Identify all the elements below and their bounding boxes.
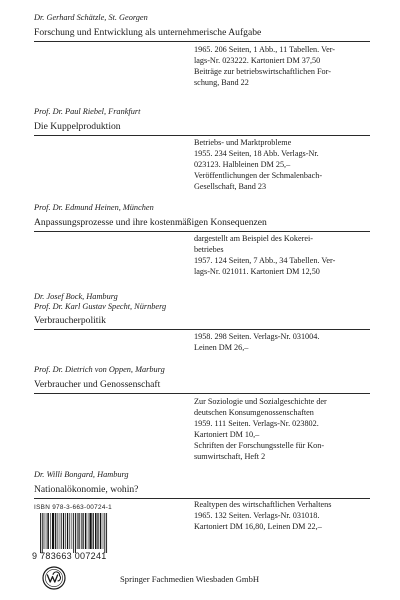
author-second: Prof. Dr. Karl Gustav Specht, Nürnberg bbox=[34, 302, 167, 311]
barcode-bar bbox=[69, 513, 70, 549]
description-line: Realtypen des wirtschaftlichen Verhaltens bbox=[194, 500, 332, 509]
description-line: dargestellt am Beispiel des Kokerei- bbox=[194, 234, 313, 243]
barcode-bar bbox=[58, 513, 59, 549]
book-title: Die Kuppelproduktion bbox=[34, 121, 121, 132]
description-line: sumwirtschaft, Heft 2 bbox=[194, 452, 266, 461]
author: Dr. Willi Bongard, Hamburg bbox=[34, 470, 129, 479]
barcode-bar bbox=[93, 513, 94, 549]
author: Prof. Dr. Dietrich von Oppen, Marburg bbox=[34, 365, 165, 374]
barcode-bar bbox=[81, 513, 82, 549]
barcode-bar bbox=[73, 513, 74, 553]
description-line: Beiträge zur betriebswirtschaftlichen For- bbox=[194, 67, 331, 76]
description-line: Schriften der Forschungsstelle für Kon- bbox=[194, 441, 325, 450]
author: Dr. Gerhard Schätzle, St. Georgen bbox=[34, 13, 148, 22]
barcode-bar bbox=[46, 513, 47, 549]
description-line: Kartoniert DM 16,80, Leinen DM 22,– bbox=[194, 522, 322, 531]
description-line: Betriebs- und Marktprobleme bbox=[194, 138, 292, 147]
divider bbox=[34, 135, 370, 136]
divider bbox=[34, 393, 370, 394]
description-line: Veröffentlichungen der Schmalenbach- bbox=[194, 171, 323, 180]
description-line: deutschen Konsumgenossenschaften bbox=[194, 408, 314, 417]
barcode-bar bbox=[85, 513, 87, 549]
barcode-bar bbox=[75, 513, 76, 553]
barcode-bar bbox=[55, 513, 56, 549]
barcode-bar bbox=[83, 513, 84, 549]
description-line: lags-Nr. 023222. Kartoniert DM 37,50 bbox=[194, 56, 321, 65]
isbn-label: ISBN 978-3-663-00724-1 bbox=[34, 504, 113, 511]
barcode-bar bbox=[50, 513, 51, 549]
description-line: 1965. 132 Seiten. Verlags-Nr. 031018. bbox=[194, 511, 320, 520]
description-line: 1958. 298 Seiten. Verlags-Nr. 031004. bbox=[194, 332, 320, 341]
springer-fachmedien-logo-icon bbox=[42, 566, 66, 590]
book-title: Verbraucherpolitik bbox=[34, 315, 106, 326]
barcode-bar bbox=[104, 513, 105, 553]
description-line: Kartoniert DM 10,– bbox=[194, 430, 260, 439]
barcode-bar bbox=[106, 513, 107, 553]
book-description bbox=[194, 331, 372, 353]
barcode-bar bbox=[67, 513, 68, 549]
barcode-bar bbox=[95, 513, 97, 549]
barcode-bar bbox=[44, 513, 45, 549]
barcode-bar bbox=[88, 513, 89, 549]
divider bbox=[34, 231, 370, 232]
book-title: Nationalökonomie, wohin? bbox=[34, 484, 139, 495]
book-description bbox=[194, 137, 372, 192]
barcode-bar bbox=[42, 513, 43, 553]
book-description bbox=[194, 233, 372, 277]
description-line: betriebes bbox=[194, 245, 224, 254]
barcode-bar bbox=[100, 513, 102, 549]
description-line: 1965. 206 Seiten, 1 Abb., 11 Tabellen. Ver- bbox=[194, 45, 336, 54]
barcode-bar bbox=[47, 513, 49, 549]
barcode-digits: 9 783663 007241 bbox=[32, 551, 107, 561]
author: Dr. Josef Bock, Hamburg bbox=[34, 292, 118, 301]
barcode-bar bbox=[63, 513, 64, 549]
book-description bbox=[194, 396, 372, 462]
barcode-bar bbox=[97, 513, 98, 549]
barcode-bar bbox=[72, 513, 73, 549]
book-title: Forschung und Entwicklung als unternehmerische Aufgabe bbox=[34, 27, 262, 38]
author: Prof. Dr. Edmund Heinen, München bbox=[34, 203, 154, 212]
barcode-bar bbox=[103, 513, 104, 549]
description-line: 023123. Halbleinen DM 25,– bbox=[194, 160, 291, 169]
description-line: lags-Nr. 021011. Kartoniert DM 12,50 bbox=[194, 267, 320, 276]
barcode-bar bbox=[78, 513, 79, 549]
description-line: schung, Band 22 bbox=[194, 78, 249, 87]
divider bbox=[34, 41, 370, 42]
description-line: 1957. 124 Seiten, 7 Abb., 34 Tabellen. Ver- bbox=[194, 256, 336, 265]
barcode-bar bbox=[40, 513, 41, 553]
barcode-bar bbox=[77, 513, 78, 549]
barcode-bar bbox=[60, 513, 61, 549]
book-description bbox=[194, 499, 372, 532]
book-title: Verbraucher und Genossenschaft bbox=[34, 379, 161, 390]
description-line: Leinen DM 26,– bbox=[194, 343, 249, 352]
description-line: 1955. 234 Seiten, 18 Abb. Verlags-Nr. bbox=[194, 149, 319, 158]
barcode-bar bbox=[89, 513, 91, 549]
description-line: Zur Soziologie und Sozialgeschichte der bbox=[194, 397, 327, 406]
description-line: 1959. 111 Seiten. Verlags-Nr. 023802. bbox=[194, 419, 319, 428]
publisher-name: Springer Fachmedien Wiesbaden GmbH bbox=[120, 574, 260, 584]
author: Prof. Dr. Paul Riebel, Frankfurt bbox=[34, 107, 141, 116]
book-description bbox=[194, 44, 372, 88]
divider bbox=[34, 329, 370, 330]
barcode-bar bbox=[61, 513, 62, 549]
book-title: Anpassungsprozesse und ihre kostenmäßigen Konsequenzen bbox=[34, 217, 267, 228]
barcode-bar bbox=[65, 513, 66, 549]
description-line: Gesellschaft, Band 23 bbox=[194, 182, 267, 191]
barcode-bar bbox=[52, 513, 54, 549]
